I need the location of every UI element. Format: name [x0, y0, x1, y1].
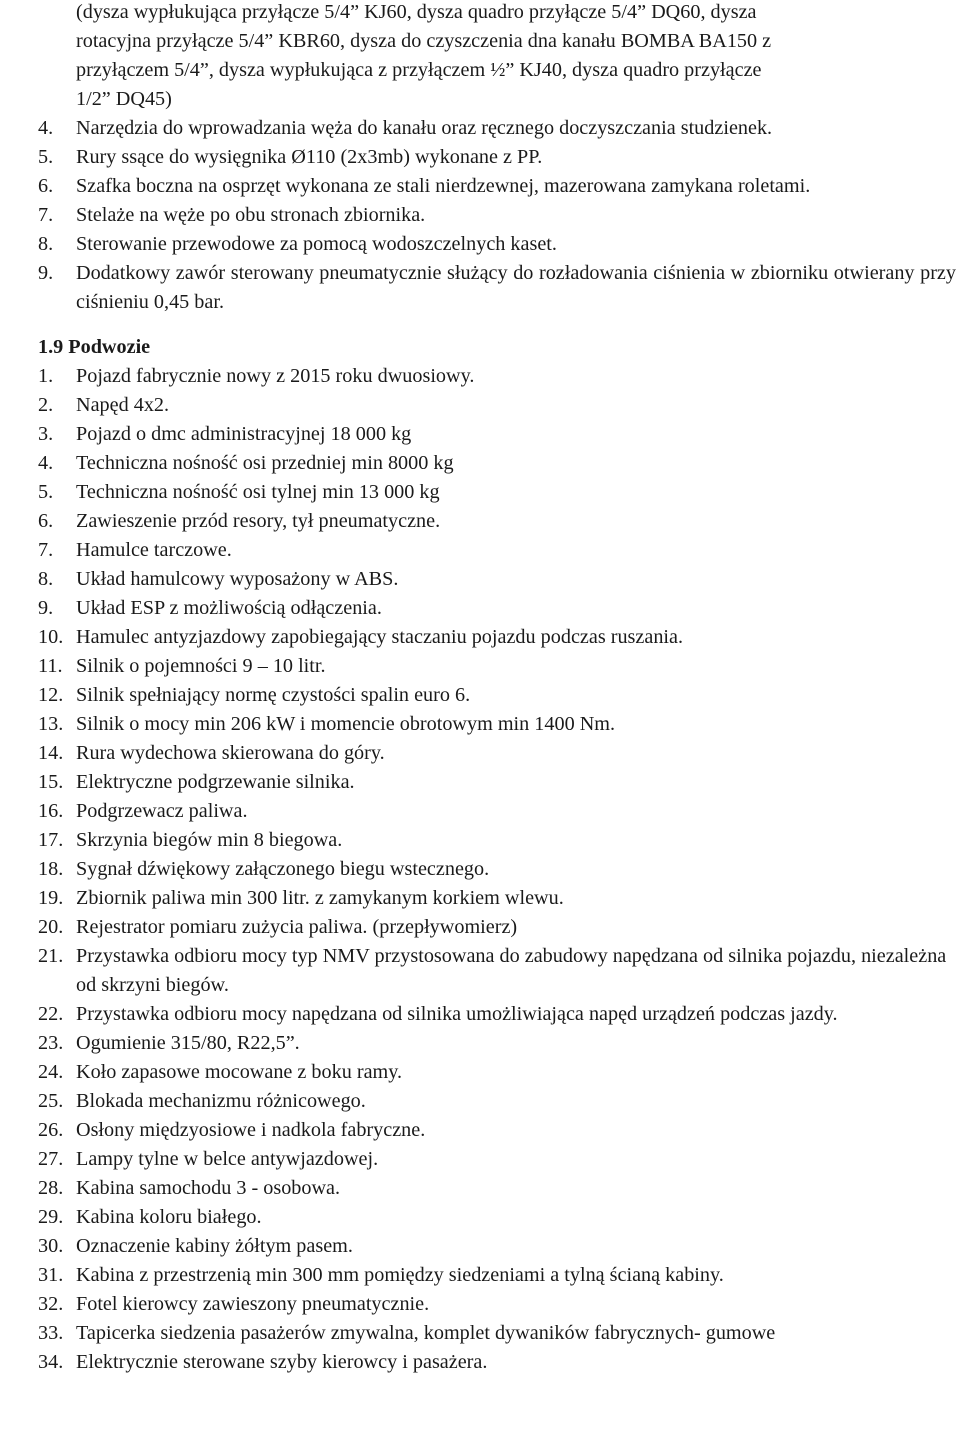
list-item-text: Rury ssące do wysięgnika Ø110 (2x3mb) wykonane z PP. — [76, 146, 543, 168]
list-item-number: 4. — [38, 452, 54, 474]
list-item — [0, 623, 960, 652]
list-item-text: Kabina samochodu 3 - osobowa. — [76, 1177, 341, 1199]
list-item — [0, 362, 960, 391]
list-item-number: 2. — [38, 394, 54, 416]
list-item — [0, 1174, 960, 1203]
list-item — [0, 1029, 960, 1058]
list-item-text: Sygnał dźwiękowy załączonego biegu wstecznego. — [76, 858, 490, 880]
list-item-text: Napęd 4x2. — [76, 394, 170, 416]
list-item — [0, 259, 960, 317]
list-item-text: Zbiornik paliwa min 300 litr. z zamykanym korkiem wlewu. — [76, 887, 564, 909]
list-item — [0, 201, 960, 230]
list-item-text: Podgrzewacz paliwa. — [76, 800, 248, 822]
list-item-number: 8. — [38, 568, 54, 590]
list-item — [0, 884, 960, 913]
list-item-text: Elektrycznie sterowane szyby kierowcy i pasażera. — [76, 1351, 488, 1373]
list-item-text: Pojazd fabrycznie nowy z 2015 roku dwuosiowy. — [76, 365, 475, 387]
list-item — [0, 536, 960, 565]
list-item-number: 24. — [38, 1061, 64, 1083]
list-item — [0, 826, 960, 855]
list-item-number: 7. — [38, 539, 54, 561]
list-item-text: Koło zapasowe mocowane z boku ramy. — [76, 1061, 403, 1083]
list-item-number: 6. — [38, 175, 54, 197]
list-item-text: Techniczna nośność osi przedniej min 8000 kg — [76, 452, 454, 474]
list-item-number: 25. — [38, 1090, 64, 1112]
list-item — [0, 1145, 960, 1174]
list-item-number: 9. — [38, 262, 54, 284]
list-item-number: 17. — [38, 829, 64, 851]
list-item — [0, 1261, 960, 1290]
list-item — [0, 1232, 960, 1261]
list-item-text: Szafka boczna na osprzęt wykonana ze stali nierdzewnej, mazerowana zamykana roletami. — [76, 175, 811, 197]
intro-paragraph — [0, 0, 960, 114]
intro-line: przyłączem 5/4”, dysza wypłukująca z przyłączem ½” KJ40, dysza quadro przyłącze — [76, 59, 762, 81]
list-item-number: 33. — [38, 1322, 64, 1344]
list-item — [0, 230, 960, 259]
list-item-number: 11. — [38, 655, 63, 677]
section-heading: 1.9 Podwozie — [38, 336, 151, 358]
list-item-text: Silnik spełniający normę czystości spalin euro 6. — [76, 684, 471, 706]
list-item-text: Hamulec antyzjazdowy zapobiegający staczaniu pojazdu podczas ruszania. — [76, 626, 684, 648]
list-item-text: Stelaże na węże po obu stronach zbiornika. — [76, 204, 426, 226]
list-item — [0, 565, 960, 594]
list-item-text: Zawieszenie przód resory, tył pneumatyczne. — [76, 510, 441, 532]
list-item-text: Oznaczenie kabiny żółtym pasem. — [76, 1235, 353, 1257]
list-item-text: Osłony międzyosiowe i nadkola fabryczne. — [76, 1119, 426, 1141]
list-item-text: Kabina z przestrzenią min 300 mm pomiędzy siedzeniami a tylną ścianą kabiny. — [76, 1264, 724, 1286]
list-item-number: 18. — [38, 858, 64, 880]
list-item-text: Skrzynia biegów min 8 biegowa. — [76, 829, 343, 851]
list-item-number: 23. — [38, 1032, 64, 1054]
list-item-number: 5. — [38, 481, 54, 503]
list-item — [0, 478, 960, 507]
list-item-text: Pojazd o dmc administracyjnej 18 000 kg — [76, 423, 412, 445]
list-item-number: 7. — [38, 204, 54, 226]
list-item-number: 30. — [38, 1235, 64, 1257]
list-item-text: Przystawka odbioru mocy napędzana od silnika umożliwiająca napęd urządzeń podczas jazdy. — [76, 1003, 838, 1025]
equipment-list — [0, 114, 960, 317]
list-item — [0, 449, 960, 478]
list-item — [0, 594, 960, 623]
list-item-number: 12. — [38, 684, 64, 706]
list-item — [0, 1000, 960, 1029]
list-item-number: 15. — [38, 771, 64, 793]
list-item — [0, 1058, 960, 1087]
list-item-text: Kabina koloru białego. — [76, 1206, 262, 1228]
list-item-text: Silnik o mocy min 206 kW i momencie obrotowym min 1400 Nm. — [76, 713, 616, 735]
list-item — [0, 1290, 960, 1319]
list-item — [0, 391, 960, 420]
list-item-number: 3. — [38, 423, 54, 445]
chassis-list — [0, 362, 960, 1377]
list-item — [0, 739, 960, 768]
list-item — [0, 1203, 960, 1232]
list-item-number: 10. — [38, 626, 64, 648]
list-item-text: Rejestrator pomiaru zużycia paliwa. (przepływomierz) — [76, 916, 518, 938]
list-item-text: Układ ESP z możliwością odłączenia. — [76, 597, 382, 619]
list-item-text: Silnik o pojemności 9 – 10 litr. — [76, 655, 326, 677]
list-item — [0, 143, 960, 172]
list-item — [0, 1087, 960, 1116]
list-item-text: Dodatkowy zawór sterowany pneumatycznie służący do rozładowania ciśnienia w zbiorniku otwierany przy ciśnieniu 0,45 bar. — [76, 262, 956, 313]
list-item-number: 31. — [38, 1264, 64, 1286]
list-item — [0, 114, 960, 143]
list-item-number: 1. — [38, 365, 54, 387]
list-item-text: Układ hamulcowy wyposażony w ABS. — [76, 568, 399, 590]
list-item — [0, 913, 960, 942]
list-item-text: Lampy tylne w belce antywjazdowej. — [76, 1148, 379, 1170]
list-item-number: 28. — [38, 1177, 64, 1199]
list-item — [0, 1319, 960, 1348]
list-item-text: Techniczna nośność osi tylnej min 13 000 kg — [76, 481, 440, 503]
list-item-number: 9. — [38, 597, 54, 619]
list-item-text: Fotel kierowcy zawieszony pneumatycznie. — [76, 1293, 430, 1315]
list-item-number: 29. — [38, 1206, 64, 1228]
list-item-number: 34. — [38, 1351, 64, 1373]
list-item-number: 16. — [38, 800, 64, 822]
list-item-text: Elektryczne podgrzewanie silnika. — [76, 771, 355, 793]
list-item-text: Hamulce tarczowe. — [76, 539, 232, 561]
list-item — [0, 710, 960, 739]
list-item — [0, 420, 960, 449]
list-item — [0, 797, 960, 826]
list-item-number: 32. — [38, 1293, 64, 1315]
list-item-number: 14. — [38, 742, 64, 764]
list-item — [0, 1348, 960, 1377]
list-item — [0, 768, 960, 797]
list-item-number: 13. — [38, 713, 64, 735]
list-item-number: 27. — [38, 1148, 64, 1170]
list-item-number: 6. — [38, 510, 54, 532]
list-item-number: 22. — [38, 1003, 64, 1025]
list-item-text: Narzędzia do wprowadzania węża do kanału oraz ręcznego doczyszczania studzienek. — [76, 117, 773, 139]
list-item-text: Przystawka odbioru mocy typ NMV przystosowana do zabudowy napędzana od silnika pojazdu, niezależna od skrzyni biegów. — [76, 945, 947, 996]
list-item — [0, 1116, 960, 1145]
list-item — [0, 681, 960, 710]
list-item-text: Rura wydechowa skierowana do góry. — [76, 742, 385, 764]
list-item — [0, 172, 960, 201]
list-item — [0, 855, 960, 884]
intro-line: (dysza wypłukująca przyłącze 5/4” KJ60, dysza quadro przyłącze 5/4” DQ60, dysza — [76, 1, 757, 23]
list-item-text: Ogumienie 315/80, R22,5”. — [76, 1032, 300, 1054]
list-item-number: 21. — [38, 945, 64, 967]
list-item-number: 8. — [38, 233, 54, 255]
list-item-number: 20. — [38, 916, 64, 938]
intro-line: 1/2” DQ45) — [76, 88, 172, 110]
list-item-text: Blokada mechanizmu różnicowego. — [76, 1090, 366, 1112]
list-item-text: Tapicerka siedzenia pasażerów zmywalna, komplet dywaników fabrycznych- gumowe — [76, 1322, 776, 1344]
list-item — [0, 942, 960, 1000]
list-item-text: Sterowanie przewodowe za pomocą wodoszczelnych kaset. — [76, 233, 557, 255]
list-item-number: 19. — [38, 887, 64, 909]
list-item-number: 4. — [38, 117, 54, 139]
list-item — [0, 507, 960, 536]
intro-line: rotacyjna przyłącze 5/4” KBR60, dysza do czyszczenia dna kanału BOMBA BA150 z — [76, 30, 772, 52]
list-item-number: 5. — [38, 146, 54, 168]
list-item-number: 26. — [38, 1119, 64, 1141]
list-item — [0, 652, 960, 681]
